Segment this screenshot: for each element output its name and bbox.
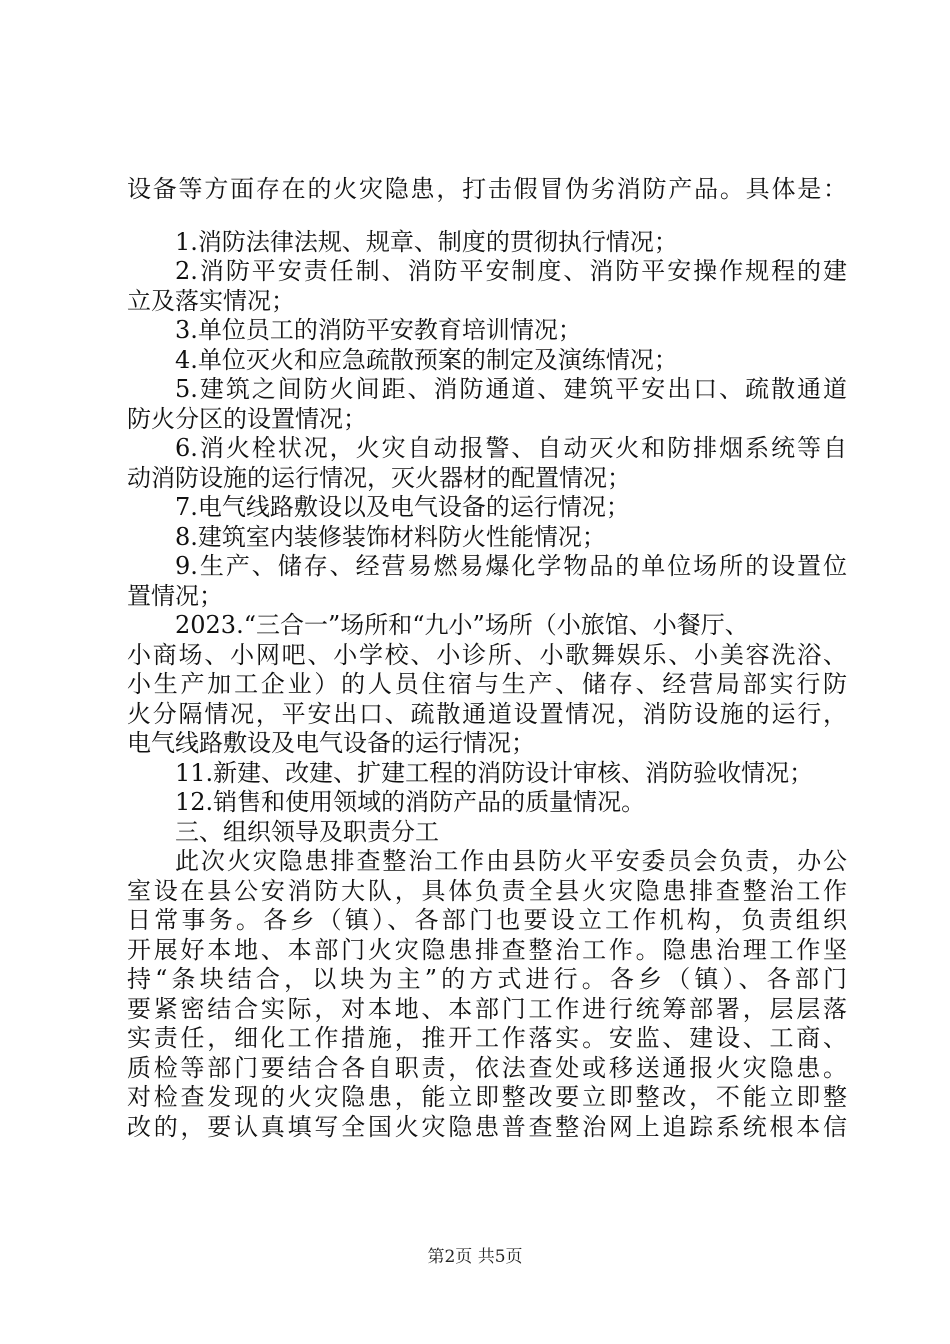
paragraph-line: 改的，要认真填写全国火灾隐患普查整治网上追踪系统根本信 <box>127 1112 847 1141</box>
list-item-11: 11.新建、改建、扩建工程的消防设计审核、消防验收情况； <box>175 758 814 787</box>
list-item-4: 4.单位灭火和应急疏散预案的制定及演练情况； <box>175 345 678 374</box>
paragraph-line: 设备等方面存在的火灾隐患，打击假冒伪劣消防产品。具体是： <box>127 175 847 203</box>
list-item-6: 6.消火栓状况，火灾自动报警、自动灭火和防排烟系统等自 <box>175 434 847 462</box>
paragraph-line: 日常事务。各乡（镇）、各部门也要设立工作机构，负责组织 <box>127 906 847 934</box>
paragraph-line: 持“条块结合，以块为主”的方式进行。各乡（镇）、各部门 <box>127 965 847 993</box>
list-item-2: 2.消防平安责任制、消防平安制度、消防平安操作规程的建 <box>175 257 847 285</box>
list-item-10-continued: 火分隔情况，平安出口、疏散通道设置情况，消防设施的运行， <box>127 699 847 728</box>
list-item-10-continued: 小商场、小网吧、小学校、小诊所、小歌舞娱乐、小美容洗浴、 <box>127 640 847 669</box>
list-item-5-continued: 防火分区的设置情况； <box>127 404 367 433</box>
paragraph-line: 室设在县公安消防大队，具体负责全县火灾隐患排查整治工作 <box>127 876 847 905</box>
paragraph-line: 对检查发现的火灾隐患，能立即整改要立即整改，不能立即整 <box>127 1083 847 1111</box>
list-item-5: 5.建筑之间防火间距、消防通道、建筑平安出口、疏散通道 <box>175 375 847 403</box>
paragraph-line: 质检等部门要结合各自职责，依法查处或移送通报火灾隐患。 <box>127 1053 847 1082</box>
page-footer: 第2页 共5页 <box>427 1247 523 1267</box>
paragraph-line: 此次火灾隐患排查整治工作由县防火平安委员会负责，办公 <box>175 847 847 875</box>
list-item-10-continued: 电气线路敷设及电气设备的运行情况； <box>127 729 535 757</box>
list-item-3: 3.单位员工的消防平安教育培训情况； <box>175 316 582 344</box>
list-item-2-continued: 立及落实情况； <box>127 286 295 315</box>
list-item-10: 2023.“三合一”场所和“九小”场所（小旅馆、小餐厅、 <box>175 611 749 639</box>
paragraph-line: 实责任，细化工作措施，推开工作落实。安监、建设、工商、 <box>127 1024 847 1052</box>
list-item-1: 1.消防法律法规、规章、制度的贯彻执行情况； <box>175 227 678 256</box>
paragraph-line: 要紧密结合实际，对本地、本部门工作进行统筹部署，层层落 <box>127 994 847 1023</box>
section-heading: 三、组织领导及职责分工 <box>175 817 439 846</box>
document-body <box>127 175 847 1142</box>
list-item-7: 7.电气线路敷设以及电气设备的运行情况； <box>175 493 630 521</box>
list-item-10-continued: 小生产加工企业）的人员住宿与生产、储存、经营局部实行防 <box>127 670 847 698</box>
list-item-9-continued: 置情况； <box>127 581 223 610</box>
paragraph-line: 开展好本地、本部门火灾隐患排查整治工作。隐患治理工作坚 <box>127 935 847 964</box>
list-item-8: 8.建筑室内装修装饰材料防火性能情况； <box>175 522 606 551</box>
list-item-9: 9.生产、储存、经营易燃易爆化学物品的单位场所的设置位 <box>175 552 847 580</box>
list-item-6-continued: 动消防设施的运行情况，灭火器材的配置情况； <box>127 463 631 492</box>
list-item-12: 12.销售和使用领域的消防产品的质量情况。 <box>175 788 646 816</box>
